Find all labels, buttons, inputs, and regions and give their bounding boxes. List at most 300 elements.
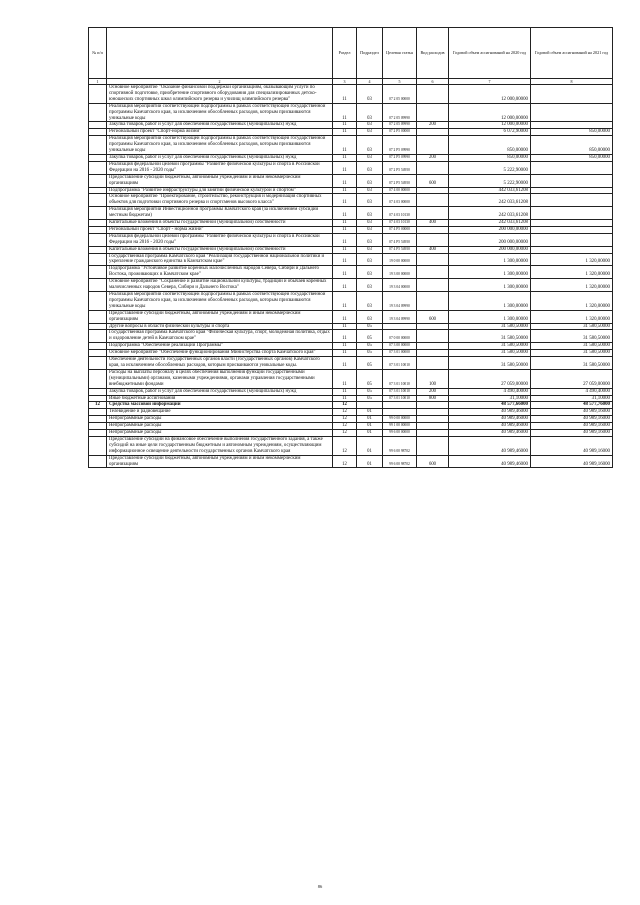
row-amount-2021: 27 059,00000 (531, 369, 613, 388)
row-expense-type (417, 402, 449, 409)
row-razdel: 11 (333, 350, 357, 357)
row-razdel: 11 (333, 343, 357, 350)
row-name: Реализация федеральной целевой программы "Развитие физической культуры и спорта в Российской Федерации на 2016 - 2020 годы" (107, 161, 333, 174)
row-expense-type (417, 161, 449, 174)
table-row (89, 455, 613, 468)
row-amount-2021: 850,00000 (531, 136, 613, 155)
row-name: Иные бюджетные ассигнования (107, 395, 333, 402)
row-amount-2021: 31 580,50000 (531, 343, 613, 350)
table-row (89, 226, 613, 233)
row-name: Непрограммные расходы (107, 423, 333, 430)
row-podrazdel: 05 (357, 357, 383, 370)
row-amount-2020: 27 059,00000 (449, 369, 531, 388)
row-amount-2020: 48 577,66000 (449, 402, 531, 409)
row-amount-2020: 1 300,00000 (449, 279, 531, 292)
row-amount-2021 (531, 161, 613, 174)
row-number: 12 (89, 402, 107, 409)
row-target-article: 07 4 00 00000 (383, 187, 417, 194)
row-podrazdel: 03 (357, 292, 383, 311)
row-razdel: 11 (333, 330, 357, 343)
row-podrazdel: 03 (357, 246, 383, 253)
row-name: Предоставление субсидий бюджетным, автономным учреждениям и иным некоммерческим организациям (107, 455, 333, 468)
row-expense-type (417, 266, 449, 279)
row-razdel: 11 (333, 207, 357, 220)
row-number (89, 292, 107, 311)
row-expense-type (417, 416, 449, 423)
row-target-article: 07 4 03 10130 (383, 207, 417, 220)
row-podrazdel (357, 402, 383, 409)
row-number (89, 154, 107, 161)
header-podrazdel: Подраздел (357, 28, 383, 79)
row-number (89, 310, 107, 323)
row-number (89, 136, 107, 155)
table-row (89, 85, 613, 104)
header-row (89, 28, 613, 79)
row-podrazdel: 05 (357, 323, 383, 330)
row-amount-2021 (531, 85, 613, 104)
row-podrazdel: 01 (357, 423, 383, 430)
row-amount-2020: 40 989,46000 (449, 423, 531, 430)
row-number (89, 323, 107, 330)
row-name: Основное мероприятие "Обеспечение функционирования Министерства спорта Камчатского края" (107, 350, 333, 357)
row-amount-2021: 40 989,16000 (531, 455, 613, 468)
row-amount-2021: 40 989,16000 (531, 436, 613, 455)
row-amount-2020: 850,00000 (449, 136, 531, 155)
row-podrazdel: 03 (357, 187, 383, 194)
row-amount-2021: 31 580,50000 (531, 330, 613, 343)
row-podrazdel: 05 (357, 343, 383, 350)
row-number (89, 233, 107, 246)
column-number: 5 (383, 79, 417, 85)
row-amount-2020: 12 000,00000 (449, 122, 531, 129)
row-target-article (383, 323, 417, 330)
row-podrazdel: 05 (357, 350, 383, 357)
row-number (89, 161, 107, 174)
row-name: Реализация мероприятий соответствующей подпрограммы в рамках соответствующей государственной программы Камчатского края, за исключением обособленных расходов, которым присваиваются уникальные коды (107, 103, 333, 122)
table-row (89, 416, 613, 423)
row-name: Подпрограмма "Развитие инфраструктуры для занятий физической культурой и спортом" (107, 187, 333, 194)
row-expense-type (417, 136, 449, 155)
row-number (89, 350, 107, 357)
row-amount-2020: 242 033,61208 (449, 194, 531, 207)
row-name: Расходы на выплаты персоналу в целях обеспечения выполнения функций государственными (муниципальными) органами, казенными учреждениями, органами управления государственными внебюджетными фондами (107, 369, 333, 388)
row-expense-type: 200 (417, 154, 449, 161)
row-target-article: 07 3 01 00000 (383, 350, 417, 357)
row-amount-2021: 31,10000 (531, 395, 613, 402)
row-target-article: 07 0 00 00000 (383, 330, 417, 343)
row-podrazdel: 05 (357, 388, 383, 395)
row-name: Предоставление субсидий бюджетным, автономным учреждениям и иным некоммерческим организациям (107, 310, 333, 323)
row-target-article: 07 2 P5 54950 (383, 174, 417, 187)
row-razdel: 11 (333, 226, 357, 233)
row-target-article: 19 3 00 00000 (383, 266, 417, 279)
row-razdel: 11 (333, 246, 357, 253)
row-name: Реализация федеральной целевой программы "Развитие физической культуры и спорта в Российской Федерации на 2016 - 2020 годы" (107, 233, 333, 246)
row-expense-type (417, 103, 449, 122)
header-2021: Годовой объем ассигнований на 2021 год (531, 28, 613, 79)
row-name: Телевидение и радиовещание (107, 409, 333, 416)
row-expense-type (417, 233, 449, 246)
table-row (89, 161, 613, 174)
row-number (89, 194, 107, 207)
table-row (89, 350, 613, 357)
row-amount-2021 (531, 103, 613, 122)
row-amount-2021: 40 989,16000 (531, 409, 613, 416)
row-amount-2020: 31 580,50000 (449, 330, 531, 343)
table-row (89, 330, 613, 343)
row-razdel: 11 (333, 129, 357, 136)
row-target-article: 99 6 00 00000 (383, 430, 417, 437)
header-vid: Вид расходов (417, 28, 449, 79)
row-number (89, 409, 107, 416)
row-target-article: 07 3 01 10010 (383, 357, 417, 370)
row-expense-type (417, 253, 449, 266)
row-target-article: 07 4 03 10130 (383, 220, 417, 227)
row-expense-type: 600 (417, 310, 449, 323)
row-number (89, 226, 107, 233)
row-target-article (383, 409, 417, 416)
row-target-article (383, 402, 417, 409)
row-number (89, 430, 107, 437)
row-podrazdel: 03 (357, 310, 383, 323)
row-expense-type (417, 430, 449, 437)
row-amount-2020: 31 580,50000 (449, 357, 531, 370)
row-number (89, 266, 107, 279)
row-amount-2021: 40 989,16000 (531, 416, 613, 423)
row-amount-2020: 1 300,00000 (449, 292, 531, 311)
row-razdel: 12 (333, 402, 357, 409)
row-expense-type: 400 (417, 246, 449, 253)
row-amount-2021: 31 580,50000 (531, 350, 613, 357)
row-expense-type (417, 207, 449, 220)
column-number: 8 (531, 79, 613, 85)
row-name: Подпрограмма "Обеспечение реализации Программы" (107, 343, 333, 350)
row-expense-type: 200 (417, 122, 449, 129)
row-name: Другие вопросы в области физической культуры и спорта (107, 323, 333, 330)
row-amount-2021 (531, 233, 613, 246)
row-name: Основное мероприятие "Оказание финансовой поддержки организациям, оказывающим услуги по спортивной подготовке, приобретение спортивного оборудования для специализированных детско-юношеских спортивных школ олимпийского резерва и училищ олимпийского резерва" (107, 85, 333, 104)
row-podrazdel: 05 (357, 369, 383, 388)
row-razdel: 11 (333, 233, 357, 246)
row-name: Капитальные вложения в объекты государственной (муниципальной) собственности (107, 220, 333, 227)
row-number (89, 85, 107, 104)
row-target-article: 99 0 00 00000 (383, 416, 417, 423)
row-number (89, 330, 107, 343)
row-number (89, 436, 107, 455)
row-number (89, 122, 107, 129)
column-number: 2 (107, 79, 333, 85)
row-number (89, 253, 107, 266)
table-row (89, 194, 613, 207)
row-amount-2021: 850,00000 (531, 129, 613, 136)
row-target-article: 07 2 05 09990 (383, 122, 417, 129)
row-expense-type (417, 343, 449, 350)
row-razdel: 11 (333, 161, 357, 174)
table-row (89, 430, 613, 437)
row-expense-type (417, 436, 449, 455)
row-amount-2020: 242 033,61208 (449, 220, 531, 227)
row-razdel: 11 (333, 253, 357, 266)
column-number: 6 (417, 79, 449, 85)
row-amount-2020: 12 000,00000 (449, 85, 531, 104)
table-row (89, 154, 613, 161)
row-amount-2021 (531, 187, 613, 194)
row-number (89, 220, 107, 227)
row-expense-type: 400 (417, 220, 449, 227)
row-amount-2021: 40 989,16000 (531, 430, 613, 437)
row-number (89, 279, 107, 292)
row-name: Основное мероприятие "Сохранение и развитие национальной культуры, традиций и обычаев коренных малочисленных народов Севера, Сибири и Дальнего Востока" (107, 279, 333, 292)
row-expense-type (417, 409, 449, 416)
row-amount-2021 (531, 207, 613, 220)
table-row (89, 233, 613, 246)
row-name: Непрограммные расходы (107, 430, 333, 437)
row-amount-2020: 31 580,50000 (449, 350, 531, 357)
row-expense-type (417, 194, 449, 207)
table-row (89, 436, 613, 455)
header-2020: Годовой объем ассигнований на 2020 год (449, 28, 531, 79)
row-amount-2021: 1 320,00000 (531, 292, 613, 311)
row-razdel: 11 (333, 122, 357, 129)
row-razdel: 11 (333, 323, 357, 330)
row-target-article: 07 3 01 10010 (383, 395, 417, 402)
row-name: Средства массовой информации (107, 402, 333, 409)
table-row (89, 266, 613, 279)
row-razdel: 12 (333, 423, 357, 430)
row-amount-2021 (531, 246, 613, 253)
column-number: 1 (89, 79, 107, 85)
row-razdel: 11 (333, 266, 357, 279)
header-razdel: Раздел (333, 28, 357, 79)
row-podrazdel: 03 (357, 103, 383, 122)
row-podrazdel: 01 (357, 430, 383, 437)
row-podrazdel: 03 (357, 85, 383, 104)
row-name: Реализация мероприятий соответствующей подпрограммы в рамках соответствующей государственной программы Камчатского края, за исключением обособленных расходов, которым присваиваются уникальные коды (107, 136, 333, 155)
row-podrazdel: 03 (357, 253, 383, 266)
row-amount-2020: 6 072,90000 (449, 129, 531, 136)
row-amount-2020: 40 989,46000 (449, 430, 531, 437)
table-row (89, 409, 613, 416)
row-podrazdel: 01 (357, 455, 383, 468)
column-number: 7 (449, 79, 531, 85)
row-expense-type (417, 357, 449, 370)
row-number (89, 207, 107, 220)
row-target-article: 07 4 P5 00000 (383, 226, 417, 233)
row-amount-2020: 31 580,50000 (449, 343, 531, 350)
header-statya: Целевая статья (383, 28, 417, 79)
table-row (89, 357, 613, 370)
row-number (89, 174, 107, 187)
table-row (89, 395, 613, 402)
row-amount-2020: 1 300,00000 (449, 310, 531, 323)
row-name: Предоставление субсидий бюджетным, автономным учреждениям и иным некоммерческим организациям (107, 174, 333, 187)
row-target-article: 07 2 05 09990 (383, 103, 417, 122)
table-row (89, 310, 613, 323)
row-amount-2020: 31,10000 (449, 395, 531, 402)
table-row (89, 246, 613, 253)
row-amount-2021: 1 320,00000 (531, 266, 613, 279)
row-amount-2020: 200 000,00000 (449, 226, 531, 233)
row-target-article: 07 4 P5 54950 (383, 246, 417, 253)
row-number (89, 416, 107, 423)
row-target-article: 07 2 P5 00000 (383, 129, 417, 136)
row-amount-2020: 5 222,90000 (449, 174, 531, 187)
row-name: Государственная программа Камчатского края "Реализация государственной национальной политики и укрепление гражданского единства в Камчатском крае" (107, 253, 333, 266)
row-target-article: 19 3 04 09990 (383, 310, 417, 323)
row-number (89, 395, 107, 402)
row-expense-type: 600 (417, 174, 449, 187)
row-amount-2020: 40 989,46000 (449, 455, 531, 468)
row-target-article: 07 3 00 00000 (383, 343, 417, 350)
row-amount-2021: 850,00000 (531, 154, 613, 161)
header-num: № п/п (89, 28, 107, 79)
row-expense-type (417, 330, 449, 343)
table-row (89, 129, 613, 136)
row-name: Реализация мероприятий Инвестиционной программы Камчатского края (за исключением субсидий местным бюджетам) (107, 207, 333, 220)
table-row (89, 402, 613, 409)
row-expense-type: 600 (417, 455, 449, 468)
row-name: Предоставление субсидий на финансовое обеспечение выполнения государственного задания, а также субсидий на иные цели государственным бюджетным и автономным учреждениям, осуществляющим информационное освещение деятельности государственных органов Камчатского края (107, 436, 333, 455)
row-name: Закупка товаров, работ и услуг для обеспечения государственных (муниципальных) нужд (107, 122, 333, 129)
row-name: Непрограммные расходы (107, 416, 333, 423)
budget-table (88, 27, 613, 468)
row-number (89, 388, 107, 395)
row-name: Государственная программа Камчатского края "Физическая культура, спорт, молодежная политика, отдых и оздоровление детей в Камчатском крае" (107, 330, 333, 343)
row-podrazdel: 03 (357, 233, 383, 246)
row-amount-2021: 1 320,00000 (531, 253, 613, 266)
row-amount-2020: 242 033,61208 (449, 207, 531, 220)
row-amount-2021: 31 580,50000 (531, 357, 613, 370)
row-razdel: 11 (333, 103, 357, 122)
row-razdel: 11 (333, 154, 357, 161)
row-number (89, 423, 107, 430)
header-name (107, 28, 333, 79)
row-target-article: 07 2 P5 09990 (383, 154, 417, 161)
row-number (89, 187, 107, 194)
row-amount-2021 (531, 220, 613, 227)
row-amount-2021 (531, 226, 613, 233)
row-target-article: 07 2 P5 09990 (383, 136, 417, 155)
table-row (89, 220, 613, 227)
row-razdel: 11 (333, 136, 357, 155)
row-expense-type: 200 (417, 388, 449, 395)
table-row (89, 174, 613, 187)
table-row (89, 187, 613, 194)
row-amount-2020: 1 300,00000 (449, 253, 531, 266)
row-razdel: 12 (333, 409, 357, 416)
row-amount-2020: 40 989,46000 (449, 416, 531, 423)
row-podrazdel: 01 (357, 416, 383, 423)
row-razdel: 11 (333, 220, 357, 227)
row-razdel: 11 (333, 388, 357, 395)
row-razdel: 11 (333, 187, 357, 194)
table-row (89, 323, 613, 330)
row-amount-2020: 40 989,46000 (449, 436, 531, 455)
row-podrazdel: 03 (357, 122, 383, 129)
table-row (89, 423, 613, 430)
row-amount-2020: 12 000,00000 (449, 103, 531, 122)
table-row (89, 388, 613, 395)
row-amount-2020: 442 033,61208 (449, 187, 531, 194)
row-podrazdel: 05 (357, 330, 383, 343)
row-amount-2021 (531, 174, 613, 187)
row-podrazdel: 01 (357, 436, 383, 455)
row-expense-type (417, 129, 449, 136)
row-razdel: 11 (333, 292, 357, 311)
row-name: Региональный проект "Спорт - норма жизни" (107, 226, 333, 233)
row-amount-2021: 48 577,76000 (531, 402, 613, 409)
row-podrazdel: 03 (357, 154, 383, 161)
table-row (89, 122, 613, 129)
row-razdel: 12 (333, 436, 357, 455)
row-amount-2021: 4 490,40000 (531, 388, 613, 395)
row-razdel: 12 (333, 455, 357, 468)
row-amount-2021 (531, 122, 613, 129)
row-target-article: 07 3 01 10010 (383, 388, 417, 395)
row-name: Капитальные вложения в объекты государственной (муниципальной) собственности (107, 246, 333, 253)
row-target-article: 19 0 00 00000 (383, 253, 417, 266)
row-podrazdel: 03 (357, 266, 383, 279)
row-razdel: 11 (333, 85, 357, 104)
row-razdel: 11 (333, 357, 357, 370)
row-podrazdel: 03 (357, 136, 383, 155)
row-podrazdel: 05 (357, 395, 383, 402)
row-target-article: 99 6 00 98702 (383, 455, 417, 468)
row-expense-type (417, 350, 449, 357)
row-target-article: 07 2 05 00000 (383, 85, 417, 104)
row-amount-2020: 200 000,00000 (449, 246, 531, 253)
row-target-article: 07 2 P5 54950 (383, 161, 417, 174)
row-number (89, 343, 107, 350)
row-amount-2020: 1 300,00000 (449, 266, 531, 279)
table-row (89, 369, 613, 388)
row-podrazdel: 03 (357, 220, 383, 227)
row-number (89, 357, 107, 370)
row-razdel: 12 (333, 430, 357, 437)
row-target-article: 99 1 00 00000 (383, 423, 417, 430)
row-amount-2021: 31 580,50000 (531, 323, 613, 330)
row-expense-type (417, 279, 449, 292)
row-name: Обеспечение деятельности государственных органов власти (государственных органов) Камчатского края, за исключением обособленных расходов, которым присваиваются уникальные коды. (107, 357, 333, 370)
row-podrazdel: 03 (357, 226, 383, 233)
row-name: Закупка товаров, работ и услуг для обеспечения государственных (муниципальных) нужд (107, 154, 333, 161)
row-number (89, 246, 107, 253)
row-expense-type: 800 (417, 395, 449, 402)
row-target-article: 19 3 04 09990 (383, 292, 417, 311)
row-podrazdel: 03 (357, 279, 383, 292)
table-row (89, 207, 613, 220)
row-amount-2021 (531, 194, 613, 207)
row-amount-2021: 1 320,00000 (531, 310, 613, 323)
row-number (89, 455, 107, 468)
row-amount-2020: 5 222,90000 (449, 161, 531, 174)
row-amount-2021: 1 320,00000 (531, 279, 613, 292)
row-expense-type (417, 226, 449, 233)
row-razdel: 11 (333, 194, 357, 207)
row-name: Основное мероприятие "Проектирование, строительство, реконструкция и модернизация спортивных объектов для подготовки спортивного резерва и спортсменов высокого класса" (107, 194, 333, 207)
row-number (89, 369, 107, 388)
row-expense-type (417, 292, 449, 311)
row-podrazdel: 03 (357, 174, 383, 187)
row-name: Подпрограмма "Устойчивое развитие коренных малочисленных народов Севера, Сибири и Дальнего Востока, проживающих в Камчатском крае" (107, 266, 333, 279)
row-amount-2020: 4 490,40000 (449, 388, 531, 395)
row-podrazdel: 01 (357, 409, 383, 416)
row-name: Закупка товаров, работ и услуг для обеспечения государственных (муниципальных) нужд (107, 388, 333, 395)
table-body (89, 85, 613, 468)
row-amount-2020: 850,00000 (449, 154, 531, 161)
row-amount-2020: 200 000,00000 (449, 233, 531, 246)
row-name: Региональный проект "Спорт-норма жизни" (107, 129, 333, 136)
